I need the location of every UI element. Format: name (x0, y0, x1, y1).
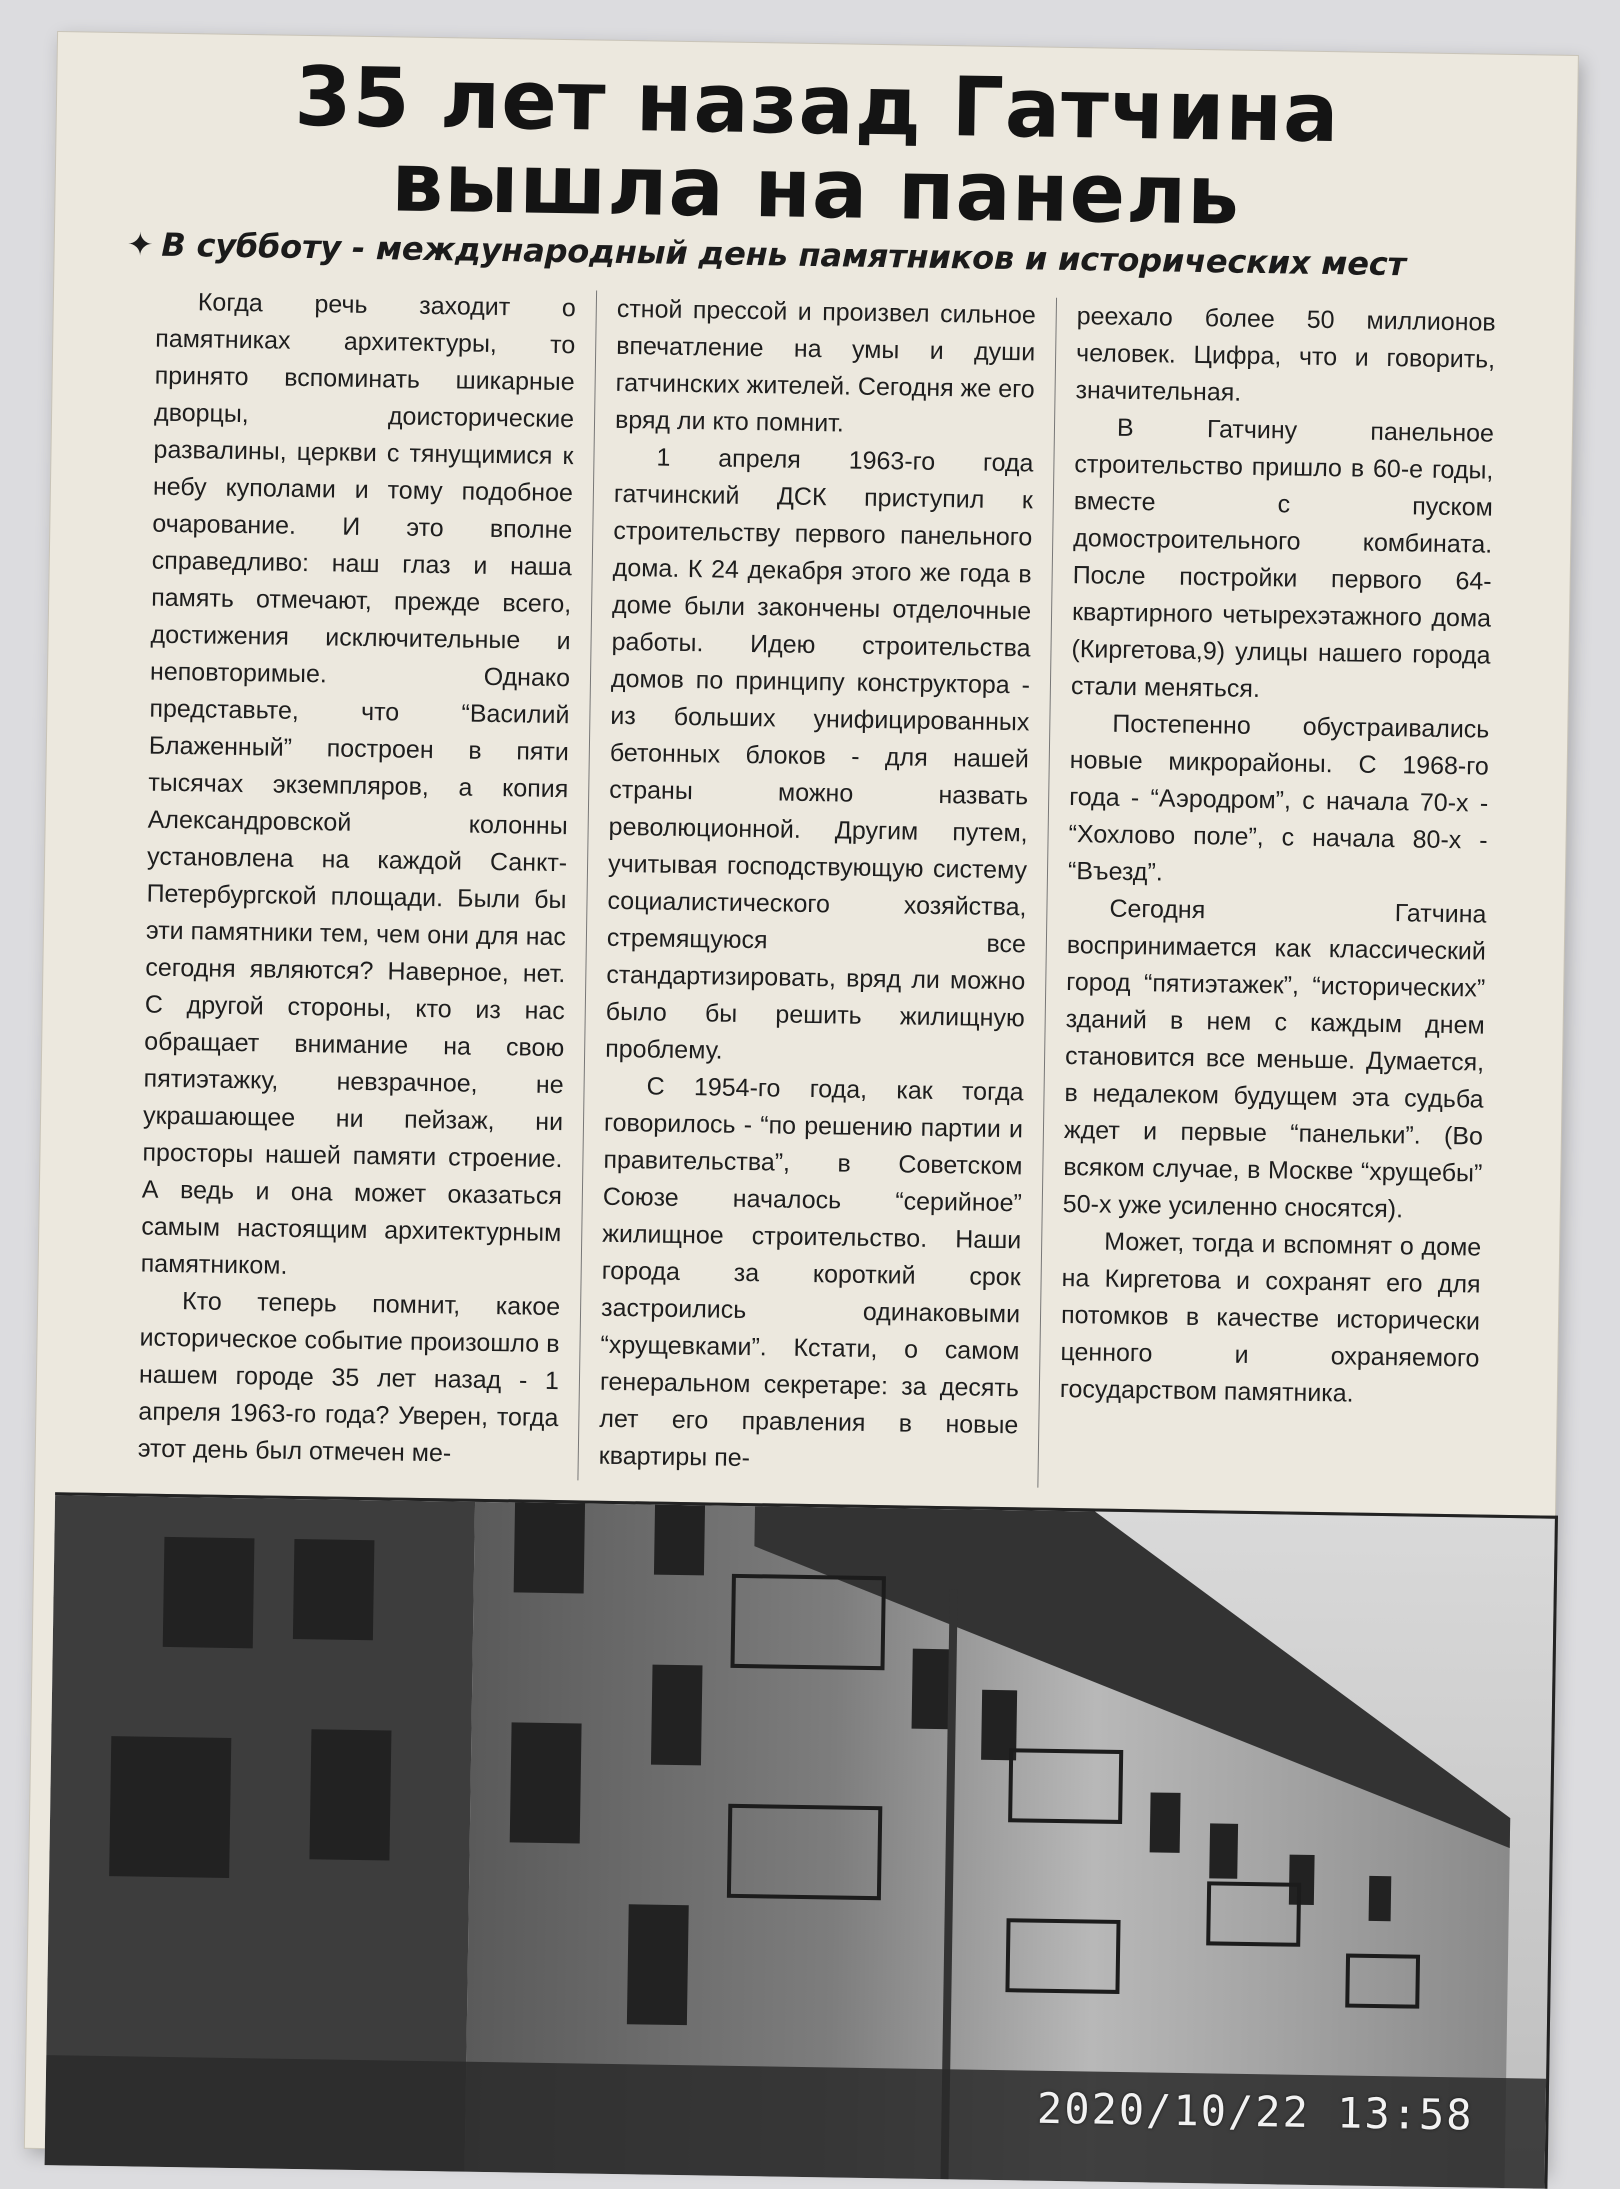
article-paragraph: В Гатчину панельное строительство пришло в 60-е годы, вместе с пуском домостроительного комбината. После постройки первого 64-квартирного четырехэтажного дома (Киргетова,9) улицы нашего города стали меняться. (1070, 413, 1495, 704)
article-column-2 (577, 291, 1056, 1488)
newspaper-clipping (25, 32, 1578, 2172)
diamond-star-icon: ✦ (126, 225, 154, 264)
subheadline-text: В субботу - международный день памятников и исторических мест (161, 225, 1407, 284)
photo-timestamp: 2020/10/22 13:58 (1036, 2083, 1474, 2140)
article-paragraph: реехало более 50 миллионов человек. Цифра, что и говорить, значительная. (1075, 302, 1496, 407)
article-paragraph: 1 апреля 1963-го года гатчинский ДСК приступил к строительству первого панельного дома. К 24 декабря этого же года в доме были закончены отделочные работы. Идею строительства домов по принципу конструктора - из больших унифицированных бетонных блоков - для нашей страны можно назвать революционной. Другим путем, учитывая господствующую систему социалистического хозяйства, стремящуюся все стандартизировать, вряд ли можно было бы решить жилищную проблему. (604, 443, 1034, 1065)
article-paragraph: Когда речь заходит о памятниках архитектуры, то принято вспоминать шикарные дворцы, доисторические развалины, церкви с тянущимися к небу куполами и тому подобное очарование. И это вполне справедливо: наш глаз и наша память отмечают, прежде всего, достижения исключительные и неповторимые. Однако представьте, что “Василий Блаженный” построен в пяти тысячах экземпляров, а копия Александровской колонны установлена на каждой Санкт-Петербургской площади. Были бы эти памятники тем, чем они для нас сегодня являются? Наверное, нет. С другой стороны, кто из нас обращает внимание на свою пятиэтажку, невзрачное, не украшающее ни пейзаж, ни просторы нашей памяти строение. А ведь и она может оказаться самым настоящим архитектурным памятником. (140, 288, 577, 1280)
article-headline (55, 49, 1577, 244)
article-column-3 (1037, 298, 1516, 1495)
article-paragraph: стной прессой и произвел сильное впечатление на умы и души гатчинских жителей. Сегодня же его вряд ли кто помнит. (614, 294, 1036, 438)
article-paragraph: Может, тогда и вспомнят о доме на Киргетова и сохранят его для потомков в качестве исторически ценного и охраняемого государством памятника. (1059, 1227, 1482, 1408)
headline-line-1: 35 лет назад Гатчина (293, 49, 1341, 162)
article-paragraph: С 1954-го года, как тогда говорилось - “по решению партии и правительства”, в Советском Союзе началось “серийное” жилищное строительство. Наши города за короткий срок застроились одинаковыми “хрущевками”. Кстати, о самом генеральном секретаре: за десять лет его правления в новые квартиры пе- (598, 1072, 1024, 1473)
apartment-building-photo (45, 1492, 1558, 2189)
article-paragraph: Постепенно обустраивались новые микрорайоны. С 1968-го года - “Аэродром”, с начала 70-х - “Хохлово поле”, с начала 80-х - “Въезд”. (1067, 709, 1490, 887)
article-body (117, 283, 1518, 1495)
headline-line-2: вышла на панель (390, 135, 1241, 244)
article-paragraph: Сегодня Гатчина воспринимается как классический город “пятиэтажек”, “исторических” зданий в нем с каждым днем становится все меньше. Думается, в недалеком будущем эта судьба ждет и первые “панельки”. (Во всяком случае, в Москве “хрущебы” 50-х уже усиленно сносятся). (1062, 894, 1487, 1224)
article-paragraph: Кто теперь помнит, какое историческое событие произошло в нашем городе 35 лет назад - 1 апреля 1963-го года? Уверен, тогда этот день был отмечен ме- (137, 1287, 561, 1468)
building-photo-illustration (45, 1495, 1555, 2188)
article-column-1 (117, 283, 596, 1480)
